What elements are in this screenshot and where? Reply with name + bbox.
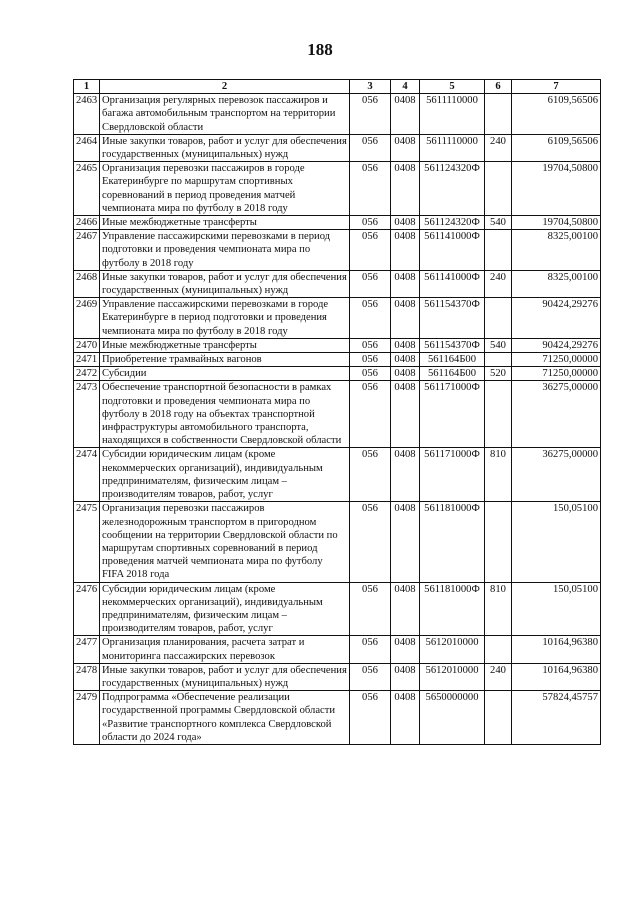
- row-code-target-cell: 561141000Ф: [420, 270, 485, 297]
- row-code-expense-type-cell: [485, 230, 512, 271]
- row-amount-cell: 57824,45757: [512, 691, 601, 745]
- header-cell: 7: [512, 80, 601, 94]
- row-code-section-cell: 0408: [391, 298, 420, 339]
- row-name-cell: Управление пассажирскими перевозками в период подготовки и проведения чемпионата мира по футболу в 2018 году: [100, 230, 350, 271]
- row-code-section-cell: 0408: [391, 230, 420, 271]
- row-code-ministry-cell: 056: [350, 338, 391, 352]
- row-amount-cell: 36275,00000: [512, 448, 601, 502]
- row-code-expense-type-cell: [485, 162, 512, 216]
- row-code-target-cell: 5650000000: [420, 691, 485, 745]
- row-code-ministry-cell: 056: [350, 502, 391, 582]
- row-code-ministry-cell: 056: [350, 636, 391, 663]
- row-code-ministry-cell: 056: [350, 691, 391, 745]
- row-number-cell: 2472: [74, 367, 100, 381]
- table-row: [74, 162, 601, 216]
- row-code-ministry-cell: 056: [350, 216, 391, 230]
- row-amount-cell: 19704,50800: [512, 216, 601, 230]
- table-row: [74, 691, 601, 745]
- row-code-section-cell: 0408: [391, 338, 420, 352]
- row-number-cell: 2471: [74, 353, 100, 367]
- header-cell: 4: [391, 80, 420, 94]
- row-code-expense-type-cell: 240: [485, 663, 512, 690]
- table-row: [74, 230, 601, 271]
- row-code-section-cell: 0408: [391, 134, 420, 161]
- row-amount-cell: 36275,00000: [512, 381, 601, 448]
- row-code-target-cell: 561164Б00: [420, 353, 485, 367]
- row-name-cell: Приобретение трамвайных вагонов: [100, 353, 350, 367]
- row-code-section-cell: 0408: [391, 636, 420, 663]
- row-code-target-cell: 5611110000: [420, 134, 485, 161]
- row-code-target-cell: 561124320Ф: [420, 216, 485, 230]
- row-number-cell: 2475: [74, 502, 100, 582]
- row-code-ministry-cell: 056: [350, 353, 391, 367]
- row-name-cell: Иные закупки товаров, работ и услуг для обеспечения государственных (муниципальных) нужд: [100, 663, 350, 690]
- row-name-cell: Обеспечение транспортной безопасности в рамках подготовки и проведения чемпионата мира по футболу в 2018 году на объектах транспортной инфраструктуры автомобильного транспорта, находящихся в собственности Свердловской области: [100, 381, 350, 448]
- row-code-expense-type-cell: 520: [485, 367, 512, 381]
- row-code-section-cell: 0408: [391, 502, 420, 582]
- row-number-cell: 2463: [74, 94, 100, 135]
- row-code-expense-type-cell: 810: [485, 582, 512, 636]
- row-code-ministry-cell: 056: [350, 94, 391, 135]
- row-name-cell: Организация регулярных перевозок пассажиров и багажа автомобильным транспортом на территории Свердловской области: [100, 94, 350, 135]
- row-code-target-cell: 5612010000: [420, 663, 485, 690]
- row-name-cell: Субсидии: [100, 367, 350, 381]
- row-code-target-cell: 561124320Ф: [420, 162, 485, 216]
- row-code-expense-type-cell: [485, 381, 512, 448]
- table-row: [74, 381, 601, 448]
- row-code-target-cell: 561171000Ф: [420, 448, 485, 502]
- header-row: [74, 80, 601, 94]
- page-number: 188: [307, 40, 333, 59]
- row-code-ministry-cell: 056: [350, 230, 391, 271]
- header-cell: 6: [485, 80, 512, 94]
- row-code-expense-type-cell: [485, 353, 512, 367]
- row-code-ministry-cell: 056: [350, 298, 391, 339]
- table-row: [74, 448, 601, 502]
- row-amount-cell: 6109,56506: [512, 94, 601, 135]
- row-number-cell: 2476: [74, 582, 100, 636]
- table-row: [74, 663, 601, 690]
- row-code-ministry-cell: 056: [350, 381, 391, 448]
- row-code-section-cell: 0408: [391, 216, 420, 230]
- row-code-expense-type-cell: [485, 298, 512, 339]
- row-name-cell: Организация перевозки пассажиров в городе Екатеринбурге по маршрутам спортивных соревнований в период проведения матчей чемпионата мира по футболу в 2018 году: [100, 162, 350, 216]
- row-number-cell: 2468: [74, 270, 100, 297]
- row-amount-cell: 8325,00100: [512, 270, 601, 297]
- row-amount-cell: 19704,50800: [512, 162, 601, 216]
- row-code-expense-type-cell: 240: [485, 270, 512, 297]
- row-code-target-cell: 561164Б00: [420, 367, 485, 381]
- table-row: [74, 298, 601, 339]
- row-code-section-cell: 0408: [391, 582, 420, 636]
- row-amount-cell: 90424,29276: [512, 298, 601, 339]
- row-code-section-cell: 0408: [391, 270, 420, 297]
- row-code-expense-type-cell: [485, 94, 512, 135]
- row-code-expense-type-cell: [485, 691, 512, 745]
- table-body: [74, 94, 601, 745]
- table-row: [74, 582, 601, 636]
- row-name-cell: Субсидии юридическим лицам (кроме некоммерческих организаций), индивидуальным предпринимателям, физическим лицам – производителям товаров, работ, услуг: [100, 582, 350, 636]
- row-amount-cell: 8325,00100: [512, 230, 601, 271]
- row-amount-cell: 10164,96380: [512, 663, 601, 690]
- row-code-expense-type-cell: 810: [485, 448, 512, 502]
- row-number-cell: 2470: [74, 338, 100, 352]
- row-number-cell: 2469: [74, 298, 100, 339]
- row-code-target-cell: 561154370Ф: [420, 338, 485, 352]
- row-code-target-cell: 561171000Ф: [420, 381, 485, 448]
- table-row: [74, 502, 601, 582]
- row-code-target-cell: 561181000Ф: [420, 582, 485, 636]
- table-row: [74, 270, 601, 297]
- row-code-section-cell: 0408: [391, 367, 420, 381]
- row-name-cell: Иные межбюджетные трансферты: [100, 216, 350, 230]
- budget-table: [73, 79, 601, 745]
- row-code-target-cell: 5611110000: [420, 94, 485, 135]
- row-code-section-cell: 0408: [391, 663, 420, 690]
- row-name-cell: Организация перевозки пассажиров железнодорожным транспортом в пригородном сообщении на территории Свердловской области по маршрутам спортивных соревнований в период проведения матчей чемпионата мира по футболу FIFA 2018 года: [100, 502, 350, 582]
- row-code-target-cell: 561181000Ф: [420, 502, 485, 582]
- table-row: [74, 338, 601, 352]
- table-row: [74, 94, 601, 135]
- row-number-cell: 2467: [74, 230, 100, 271]
- row-amount-cell: 71250,00000: [512, 367, 601, 381]
- row-amount-cell: 150,05100: [512, 582, 601, 636]
- row-code-ministry-cell: 056: [350, 134, 391, 161]
- row-code-target-cell: 561154370Ф: [420, 298, 485, 339]
- row-code-expense-type-cell: 540: [485, 216, 512, 230]
- row-amount-cell: 6109,56506: [512, 134, 601, 161]
- row-code-section-cell: 0408: [391, 691, 420, 745]
- row-number-cell: 2478: [74, 663, 100, 690]
- row-code-section-cell: 0408: [391, 162, 420, 216]
- row-code-target-cell: 5612010000: [420, 636, 485, 663]
- table-row: [74, 353, 601, 367]
- row-code-expense-type-cell: [485, 636, 512, 663]
- row-code-section-cell: 0408: [391, 448, 420, 502]
- header-cell: 1: [74, 80, 100, 94]
- row-code-expense-type-cell: [485, 502, 512, 582]
- row-code-ministry-cell: 056: [350, 162, 391, 216]
- row-name-cell: Управление пассажирскими перевозками в городе Екатеринбурге в период подготовки и проведения чемпионата мира по футболу в 2018 году: [100, 298, 350, 339]
- row-number-cell: 2465: [74, 162, 100, 216]
- row-amount-cell: 71250,00000: [512, 353, 601, 367]
- row-number-cell: 2464: [74, 134, 100, 161]
- table-row: [74, 134, 601, 161]
- row-code-section-cell: 0408: [391, 381, 420, 448]
- row-name-cell: Иные закупки товаров, работ и услуг для обеспечения государственных (муниципальных) нужд: [100, 270, 350, 297]
- header-cell: 5: [420, 80, 485, 94]
- row-name-cell: Подпрограмма «Обеспечение реализации государственной программы Свердловской области «Развитие транспортного комплекса Свердловской области до 2024 года»: [100, 691, 350, 745]
- row-name-cell: Иные закупки товаров, работ и услуг для обеспечения государственных (муниципальных) нужд: [100, 134, 350, 161]
- row-code-section-cell: 0408: [391, 353, 420, 367]
- row-number-cell: 2479: [74, 691, 100, 745]
- table-row: [74, 367, 601, 381]
- row-amount-cell: 150,05100: [512, 502, 601, 582]
- header-cell: 2: [100, 80, 350, 94]
- table-row: [74, 216, 601, 230]
- row-code-ministry-cell: 056: [350, 663, 391, 690]
- row-name-cell: Иные межбюджетные трансферты: [100, 338, 350, 352]
- table-row: [74, 636, 601, 663]
- row-code-ministry-cell: 056: [350, 270, 391, 297]
- row-number-cell: 2474: [74, 448, 100, 502]
- row-code-ministry-cell: 056: [350, 448, 391, 502]
- row-amount-cell: 90424,29276: [512, 338, 601, 352]
- row-number-cell: 2477: [74, 636, 100, 663]
- row-code-section-cell: 0408: [391, 94, 420, 135]
- row-name-cell: Субсидии юридическим лицам (кроме некоммерческих организаций), индивидуальным предпринимателям, физическим лицам – производителям товаров, работ, услуг: [100, 448, 350, 502]
- row-code-expense-type-cell: 240: [485, 134, 512, 161]
- row-code-ministry-cell: 056: [350, 367, 391, 381]
- row-code-target-cell: 561141000Ф: [420, 230, 485, 271]
- header-cell: 3: [350, 80, 391, 94]
- row-name-cell: Организация планирования, расчета затрат и мониторинга пассажирских перевозок: [100, 636, 350, 663]
- row-code-ministry-cell: 056: [350, 582, 391, 636]
- row-number-cell: 2473: [74, 381, 100, 448]
- row-number-cell: 2466: [74, 216, 100, 230]
- row-code-expense-type-cell: 540: [485, 338, 512, 352]
- row-amount-cell: 10164,96380: [512, 636, 601, 663]
